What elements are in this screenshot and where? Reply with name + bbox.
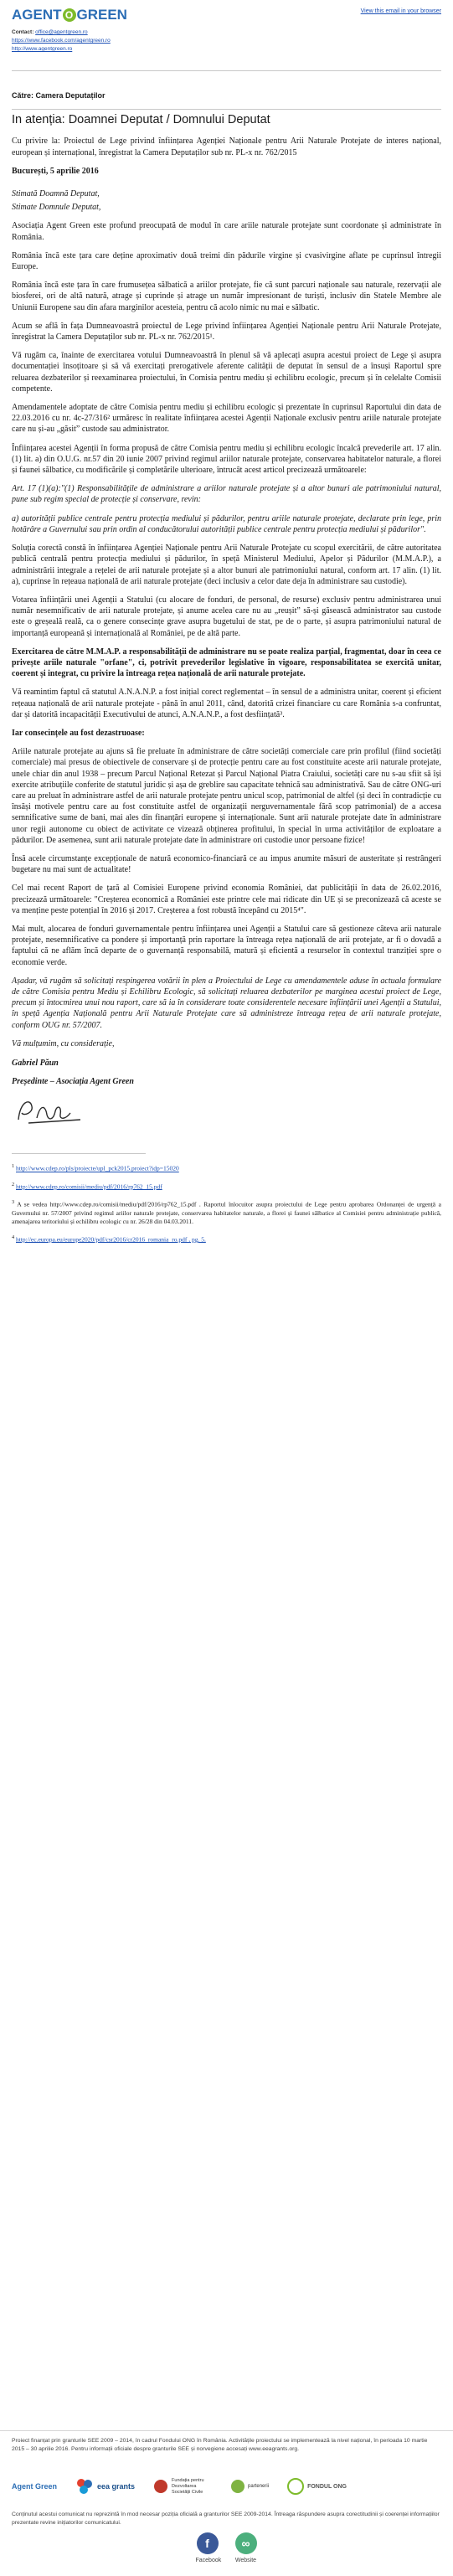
paragraph-15: Ariile naturale protejate au ajuns să fie preluate în administrare de către societăți comerciale care prin profilul (fiind societăți comerciale) mai presus de obiectivele de conservare și de protecție pentru care au fost constituite aceste arii naturale protejate, unele chiar din anul 1938 – precum Parcul Național Retezat și Parcul Național Piatra Craiului, societăți care nu s-au sfiit să își exercite atribuțiile conferite de statutul juridic și așa de greblire sau capacitate tehnică sau administrativă. Sau de către ONG-uri care au preluat în administrare astfel de arii naturale protejate pentru unicul scop, patrimonial de altfel (și deci în contradicție cu însăși motivele pentru care au fost constituite astfel de organizații nerguvernamentale fără scop patrimonial) de a accesa semnificative sume de bani, mai ales din finanțări europene și internaționale. Sunt arii naturale protejate date în administrare unor regii autonome cu obiect de activitate ce vizează obținerea profitului, în special în urma activităților de exploatare a pădurilor. De asemenea, sunt arii naturale protejate date în administrare ori custodie unor persoane fizice! xyxy=(12,747,441,845)
eea-grants-icon xyxy=(75,2477,94,2496)
website-label: Website xyxy=(234,2558,257,2563)
facebook-url-link[interactable]: https://www.facebook.com/agentgreen.ro xyxy=(12,38,111,44)
footnotes xyxy=(12,1162,441,1244)
partners-icon xyxy=(230,2479,245,2494)
footnote-4-link[interactable]: http://ec.europa.eu/europe2020/pdf/csr2016/cr2016_romania_ro.pdf , pg. 5. xyxy=(16,1235,206,1244)
logo-leaf-icon: O xyxy=(63,8,76,22)
paragraph-10: Soluția corectă constă în înființarea Agenției Naționale pentru Arii Naturale Protejate cu scopul exercitării, de către autoritatea publică centrală pentru protecția mediului și pădurilor, în speță Ministerul Mediului, Apelor și Pădurilor (M.M.A.P.), a administrării integrale a rețelei de arii naturale protejate și a altor bunuri ale patrimoniului natural, conform art. 17 alin. (1) lit. a), cuprinse în rețeaua națională de arii naturale protejate (deci inclusiv a celor date deja în administrare sau custodie). xyxy=(12,544,441,586)
funding-text: Proiect finanțat prin granturile SEE 2009 – 2014, în cadrul Fondului ONG în România. Activitățile proiectului se implementează la nivel național, în perioada 10 martie 2015 – 30 aprilie 2016. Pentru informații oficiale despre granturile SEE și norvegiene accesați www.eeagrants.org. xyxy=(12,2438,428,2452)
paragraph-7: Înființarea acestei Agenții în forma propusă de către Comisia pentru mediu și echilibru ecologic încalcă prevederile art. 17 alin. (1) lit. a) din O.U.G. nr.57 din 20 iunie 2007 privind regimul ariilor naturale protejate, conservarea habitatelor naturale, a florei și faunei sălbatice, cu modificările și completările ulterioare, întrucât acest articol precizează următoarele: xyxy=(12,443,441,476)
fondul-ong-logo: FONDUL ONG xyxy=(287,2478,347,2495)
footnote-4: $^4$ http://ec.europa.eu/europe2020/pdf/csr2016/cr2016_romania_ro.pdf , pg. 5. xyxy=(12,1234,206,1244)
website-url-link[interactable]: http://www.agentgreen.ro xyxy=(12,46,73,52)
contact-label: Contact: xyxy=(12,29,34,35)
eea-grants-logo: eea grants xyxy=(75,2477,135,2496)
header-divider xyxy=(12,70,441,71)
signer-name: Gabriel Păun xyxy=(12,1059,59,1069)
paragraph-8: Art. 17 (1)(a):"(1) Responsabilitățile de administrare a ariilor naturale protejate și a altor bunuri ale patrimoniului natural, pune sub regim special de protecție și conservare, revin: xyxy=(12,484,441,505)
footer-divider xyxy=(0,2430,453,2431)
letter-body xyxy=(12,90,441,1251)
view-in-browser-link[interactable]: View this email in your browser xyxy=(360,8,441,14)
fdsc-logo: Fundația pentru Dezvoltarea Societății Civile xyxy=(153,2478,212,2496)
paragraph-9: a) autorității publice centrale pentru protecția mediului și pădurilor, pentru ariile naturale protejate, declarate prin lege, prin hotărâre a Guvernului sau prin ordin al conducătorului autorității publice centrale pentru protecția mediului și pădurilor". xyxy=(12,513,441,534)
letter-intro: Cu privire la: Proiectul de Lege privind înființarea Agenției Naționale pentru Arii Naturale Protejate de interes național, european și internațional, înregistrat la Camera Deputaților sub nr. PL-x nr. 762/2015 xyxy=(12,137,441,157)
fondul-ong-icon xyxy=(287,2478,304,2495)
footnote-divider xyxy=(12,1153,146,1154)
paragraph-13: Vă reamintim faptul că statutul A.N.A.N.P. a fost inițial corect reglementat – în sensul de a administra unitar, coerent și eficient rețeaua națională de arii naturale protejate - până în anul 2011, când, datorită crizei financiare cu care România s-a confruntat, dar și datorită incapacității Executivului de atunci, A.N.A.N.P., a fost desființată³. xyxy=(12,688,441,719)
footnote-2-link[interactable]: http://www.cdep.ro/comisii/mediu/pdf/2016/rp762_15.pdf xyxy=(16,1182,162,1191)
salutation-1: Stimată Doamnă Deputat, xyxy=(12,189,100,199)
contact-email-link[interactable]: office@agentgreen.ro xyxy=(35,29,88,35)
footnote-1-link[interactable]: http://www.cdep.ro/pls/proiecte/upl_pck2015.proiect?idp=15020 xyxy=(16,1164,179,1172)
recipient: Către: Camera Deputaților xyxy=(12,91,106,100)
disclaimer-text: Conținutul acestui comunicat nu reprezintă în mod necesar poziția oficială a granturilor SEE 2009-2014. Întreaga răspundere asupra corectitudinii și coerenței informațiilor prezentate revine inițiatorilor comunicatului. xyxy=(12,2512,440,2526)
thanks: Vă mulțumim, cu considerație, xyxy=(12,1038,115,1048)
recipient-divider xyxy=(12,109,441,110)
footnote-1: $^1$ http://www.cdep.ro/pls/proiecte/upl_pck2015.proiect?idp=15020 xyxy=(12,1163,179,1172)
facebook-button[interactable] xyxy=(195,2532,222,2563)
paragraph-4: Acum se află în fața Dumneavoastră proiectul de Lege privind înființarea Agenției Naționale pentru Arii Naturale Protejate, înregistrat la Camera Deputaților sub nr. PL-x nr. 762/2015¹. xyxy=(12,321,441,343)
fdsc-icon xyxy=(153,2479,168,2494)
paragraph-17: Cel mai recent Raport de țară al Comisiei Europene privind economia României, dat publicității în data de 26.02.2016, precizează următoarele: "Creșterea economică a României este printre cele mai ridicate din UE și se preconizează că aceste se va menține peste potențial în 2016 și 2017. Creșterea a fost robustă începând cu 2015⁴". xyxy=(12,884,441,915)
footnote-2: $^2$ http://www.cdep.ro/comisii/mediu/pdf/2016/rp762_15.pdf xyxy=(12,1181,162,1191)
paragraph-19: Așadar, vă rugăm să solicitați respingerea votării în plen a Proiectului de Lege cu amendamentele aduse în actuala formulare de către Comisia pentru Mediu și Echilibru Ecologic, să solicitați reluarea dezbaterilor pe marginea acestui proiect de Lege, precum și întocmirea unui nou raport, care să ia în considerare toate considerentele necesare înființării unei Agenții a Statului, în speță Agenția Națională pentru Arii Naturale Protejate care să administreze întreaga rețea de arii naturale protejate, conform OUG nr. 57/2007. xyxy=(12,976,441,1030)
paragraph-11: Votarea înființării unei Agenții a Statului (cu alocare de fonduri, de personal, de resurse) exclusiv pentru administrarea unui număr nesemnificativ de arii naturale protejate, și anume acelea care nu au „reușit” să-și găsească administrator sau custode este o greșeală reală, ca o genere consecințe grave asupra bugetului de stat, pe de o parte, și asupra patrimoniului natural de importanță europeană și internațională al României, pe de altă parte. xyxy=(12,595,441,638)
logo-text-green: GREEN xyxy=(76,7,127,23)
partner-logos xyxy=(12,2467,441,2506)
paragraph-1: Asociația Agent Green este profund preocupată de modul în care ariile naturale protejate sunt coordonate și administrate în România. xyxy=(12,221,441,242)
website-button[interactable] xyxy=(234,2532,258,2563)
salutation-2: Stimate Domnule Deputat, xyxy=(12,203,101,213)
logo-text-agent: AGENT xyxy=(12,7,62,23)
place-date: București, 5 aprilie 2016 xyxy=(12,166,99,176)
partners-logo: partenerii xyxy=(230,2479,269,2494)
paragraph-5: Vă rugăm ca, înainte de exercitarea votului Dumneavoastră în plenul să vă aplecați asupra acestui proiect de Lege și asupra documentației însoțitoare și să vă exercitați prerogativele aferente calității de deputat în sensul de a însuși Raportul sprе reluarea dezbaterilor și reexaminarea proiectului, în Comisia pentru mediu și echilibru ecologic, precum și în celelalte Comisii competente. xyxy=(12,351,441,394)
footnote-3: $^3$ A se vedea http://www.cdep.ro/comisii/mediu/pdf/2016/rp762_15.pdf . Raportul înlocuitor asupra proiectului de Lege pentru aprobarea Ordonanței de urgență a Guvernului nr. 57/2007 privind regimul ariilor naturale protejate, conservarea habitatelor naturale, a florei și faunei sălbatice al Comisiei pentru administrație publică, amenajarea teritoriului și echilibru ecologic cu nr. 26/28 din 04.03.2011. xyxy=(12,1199,442,1225)
footnote-3-text: A se vedea http://www.cdep.ro/comisii/mediu/pdf/2016/rp762_15.pdf . Raportul înlocuitor asupra proiectului de Lege pentru aprobarea Ordonanței de urgență a Guvernului nr. 57/2007 privind regimul ariilor naturale protejate, conservarea habitatelor naturale, a florei și faunei sălbatice al Comisiei pentru administrație publică, amenajarea teritoriului și echilibru ecologic cu nr. 26/28 din 04.03.2011. xyxy=(12,1200,442,1225)
signer-title: Președinte – Asociația Agent Green xyxy=(12,1077,134,1087)
paragraph-12: Exercitarea de către M.M.A.P. a responsabilității de administrare nu se poate realiza parțial, fragmentat, doar în ceea ce privește ariile naturale "orfane", ci, potrivit prevederilor legislative în vigoare, responsabilitatea se exercită unitar, coerent și integrat, cu privire la întreaga rețea națională de arii naturale protejate. xyxy=(12,647,441,679)
email-header xyxy=(0,0,453,77)
paragraph-14: Iar consecințele au fost dezastruoase: xyxy=(12,728,145,738)
agent-green-footer-logo: Agent Green xyxy=(12,2482,58,2491)
signature-image xyxy=(12,1095,87,1128)
paragraph-3: România încă este țara în care frumusețea sălbatică a ariilor protejate, fie că sunt parcuri naționale sau naturale, rezervații ale biosferei, ori de altă natură, atrage și cuprinde și atrage un număr impresionant de turiști, inclusiv din Statele Membre ale Uniunii Europene sau din afara marginilor acesteia, pentru că acolo nimic nu mai e sălbatic. xyxy=(12,281,441,312)
social-links xyxy=(0,2532,453,2563)
letter-title: In atenția: Doamnei Deputat / Domnului Deputat xyxy=(12,113,270,127)
paragraph-18: Mai mult, alocarea de fonduri guvernamentale pentru înființarea unei Agenții a Statului care să gestioneze câteva arii naturale protejate, nesemnificative ca pondere și importanță prin raportare la întreaga rețea națională de arii protejate, ar fi o dovadă a faptului că ne aflăm încă departe de o guvernanță responsabilă, matură și eficientă a resurselor în contextul tranziției spre o economie verde. xyxy=(12,924,441,967)
facebook-icon[interactable]: f xyxy=(197,2532,219,2554)
agent-green-logo[interactable] xyxy=(12,7,127,23)
contact-block xyxy=(12,28,111,54)
paragraph-16: Însă acele circumstanțe excepționale de natură economico-financiară ce au impus anumite măsuri de austeritate și restrângeri bugetare nu mai sunt de actualitate! xyxy=(12,853,441,875)
facebook-label: Facebook xyxy=(195,2558,222,2563)
paragraph-6: Amendamentele adoptate de către Comisia pentru mediu și echilibru ecologic și prezentate în cuprinsul Raportului din data de 22.03.2016 cu nr. 4c-27/316² urmăresc în realitate înființarea acestei Agenții Naționale exclusiv pentru ariile naturale protejate care nu și-au „găsit” custode sau administrator. xyxy=(12,403,441,435)
link-icon[interactable]: ∞ xyxy=(235,2532,257,2554)
paragraph-2: România încă este țara care deține aproximativ două treimi din pădurile virgine și cvasivirgine aflate pe cuprinsul întregii Europe. xyxy=(12,250,441,272)
